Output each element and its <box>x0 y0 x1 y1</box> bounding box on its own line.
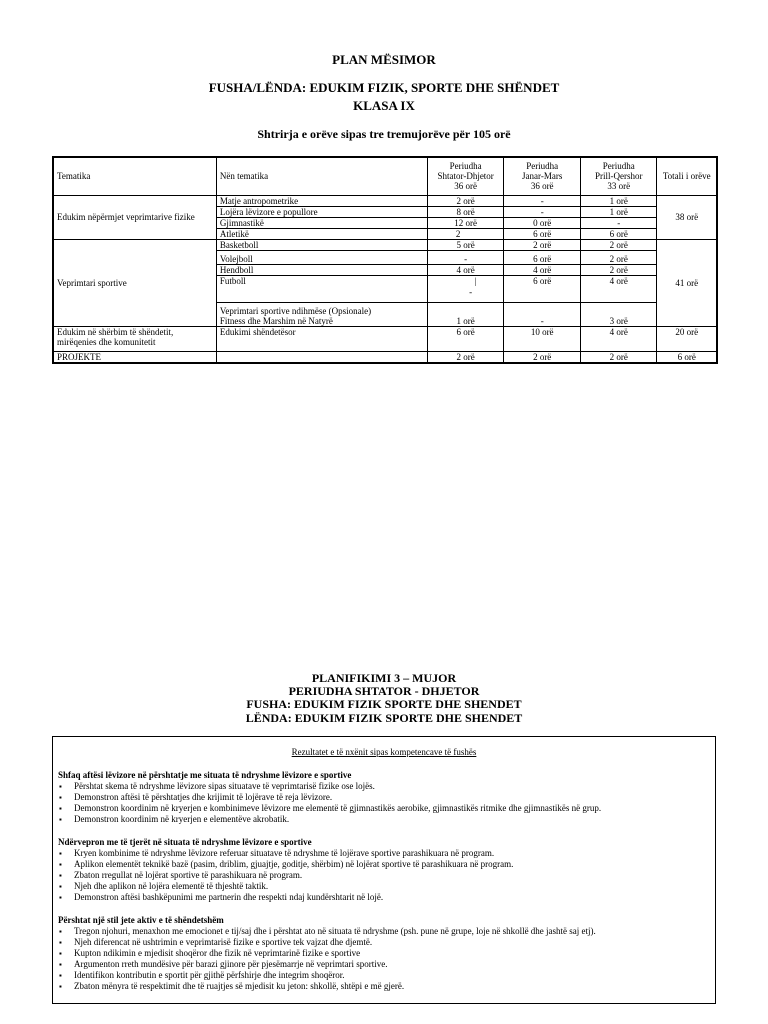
header-period-2-line: Janar-Mars <box>522 171 563 182</box>
hours-cell: 6 orë <box>504 228 581 239</box>
subtopic-cell: Edukimi shëndetësor <box>216 326 427 351</box>
hours-cell: 2 orë <box>427 195 504 206</box>
hours-cell: 4 orë <box>580 326 657 351</box>
table-row <box>53 239 717 250</box>
hours-cell: 2 orë <box>580 351 657 363</box>
hours-cell: 10 orë <box>504 326 581 351</box>
list-item: ▪ Demonstron aftësi bashkëpunimi me partnerin dhe respekti ndaj kundërshtarit në lojë. <box>74 892 715 903</box>
section-heading: Shfaq aftësi lëvizore në përshtatje me situata të ndryshme lëvizore e sportive <box>58 770 352 780</box>
section-heading: Ndërvepron me të tjerët në situata të ndryshme lëvizore e sportive <box>58 837 312 847</box>
hours-cell: 2 orë <box>580 264 657 275</box>
hours-cell: - <box>427 250 504 264</box>
hours-cell: 1 orë <box>427 302 504 326</box>
table-header-row <box>53 157 717 195</box>
total-cell: 20 orë <box>657 326 717 351</box>
plan-title: PLANIFIKIMI 3 – MUJOR <box>311 671 457 685</box>
hours-cell: 6 orë <box>504 275 581 302</box>
list-item: ▪ Argumenton rreth mundësive për barazi gjinore për pjesëmarrje në veprimtari sportive. <box>74 959 715 970</box>
header-period-3 <box>580 157 657 195</box>
hours-cell: 0 orë <box>504 217 581 228</box>
list-item: ▪ Kupton ndikimin e mjedisit shoqëror dhe fizik në veprimtarinë fizike e sportive <box>74 948 715 959</box>
hours-mark: | <box>474 275 477 286</box>
hours-cell: 6 orë <box>580 228 657 239</box>
subtopic-cell: Matje antropometrike <box>216 195 427 206</box>
list-item: ▪ Identifikon kontributin e sportit për gjithë përfshirje dhe integrim shoqëror. <box>74 970 715 981</box>
list-item: ▪ Kryen kombinime të ndryshme lëvizore referuar situatave të ndryshme të lojërave sportive parashikuara në program. <box>74 848 715 859</box>
list-item: ▪ Njeh diferencat në ushtrimin e veprimtarisë fizike e sportive tek vajzat dhe djemtë. <box>74 937 715 948</box>
hours-cell: 5 orë <box>427 239 504 250</box>
list-item: ▪ Përshtat skema të ndryshme lëvizore sipas situatave të veprimtarisë fizike ose lojës. <box>74 781 715 792</box>
subtopic-line: Veprimtari sportive ndihmëse (Opsionale) <box>219 305 372 316</box>
list-item: ▪ Aplikon elementët teknikë bazë (pasim, driblim, gjuajtje, goditje, shërbim) në lojërat sportive të parashikuara në program. <box>74 859 715 870</box>
subtopic-cell: Basketboll <box>216 239 427 250</box>
header-period-2 <box>504 157 581 195</box>
table-row <box>53 195 717 206</box>
hours-cell: 8 orë <box>427 206 504 217</box>
list-item: ▪ Zbaton mënyra të respektimit dhe të ruajtjes së mjedisit ku jeton: shkollë, shtëpi e më gjerë. <box>74 981 715 992</box>
outcomes-title: Rezultatet e të nxënit sipas kompetencave të fushës <box>291 747 477 757</box>
header-period-3-line: Prill-Qershor <box>594 171 643 182</box>
outcomes-list <box>53 781 715 825</box>
subject-heading: FUSHA/LËNDA: EDUKIM FIZIK, SPORTE DHE SHËNDET <box>208 80 560 95</box>
hours-cell: 2 <box>427 228 504 239</box>
header-period-1-line: Periudha <box>449 161 482 172</box>
table-row <box>53 326 717 351</box>
total-cell: 38 orë <box>657 195 717 239</box>
hours-mark: - <box>469 286 473 297</box>
header-period-2-line: 36 orë <box>530 181 554 192</box>
hours-cell: 4 orë <box>504 264 581 275</box>
list-item: ▪ Tregon njohuri, menaxhon me emocionet e tij/saj dhe i përshtat ato në situata të ndryshme (psh. pune në grupe, loje në shkollë dhe jashtë saj etj). <box>74 926 715 937</box>
hours-cell: - <box>504 206 581 217</box>
outcomes-list <box>53 848 715 903</box>
hours-cell: - <box>580 217 657 228</box>
hours-cell: 6 orë <box>427 326 504 351</box>
subtopic-cell: Futboll <box>216 275 427 302</box>
header-period-3-line: 33 orë <box>607 181 631 192</box>
hours-cell: 2 orë <box>504 239 581 250</box>
hours-cell <box>427 275 504 302</box>
hours-cell: 6 orë <box>504 250 581 264</box>
subtopic-cell: Lojëra lëvizore e popullore <box>216 206 427 217</box>
hours-cell: 1 orë <box>580 195 657 206</box>
list-item: ▪ Zbaton rregullat në lojërat sportive të parashikuara në program. <box>74 870 715 881</box>
header-nen-tematika: Nën tematika <box>216 157 427 195</box>
tematika-cell: Edukim në shërbim të shëndetit, mirëqenies dhe komunitetit <box>53 326 216 351</box>
list-item: ▪ Demonstron koordinim në kryerjen e kombinimeve lëvizore me elementë të gjimnastikës aerobike, gjimnastikës ritmike dhe gjimnastikës në grup. <box>74 803 715 814</box>
class-heading: KLASA IX <box>353 98 415 113</box>
plan-field: FUSHA: EDUKIM FIZIK SPORTE DHE SHENDET <box>246 697 522 711</box>
list-item: ▪ Demonstron koordinim në kryerjen e elementëve akrobatik. <box>74 814 715 825</box>
subtopic-cell: Volejboll <box>216 250 427 264</box>
subtopic-line: Fitness dhe Marshim në Natyrë <box>219 315 333 326</box>
subtopic-cell: Gjimnastikë <box>216 217 427 228</box>
subtopic-cell <box>216 302 427 326</box>
hours-cell: 4 orë <box>580 275 657 302</box>
hours-cell: 2 orë <box>580 250 657 264</box>
header-period-1 <box>427 157 504 195</box>
document-title: PLAN MËSIMOR <box>332 52 436 67</box>
hours-cell: - <box>504 302 581 326</box>
list-item: ▪ Njeh dhe aplikon në lojëra elementë të thjeshtë taktik. <box>74 881 715 892</box>
header-tematika: Tematika <box>53 157 216 195</box>
header-period-1-line: Shtator-Dhjetor <box>437 171 494 182</box>
hours-cell: 3 orë <box>580 302 657 326</box>
outcomes-list <box>53 926 715 992</box>
subtopic-cell: Hendboll <box>216 264 427 275</box>
subtopic-cell <box>216 351 427 363</box>
tematika-cell: Edukim nëpërmjet veprimtarive fizike <box>53 195 216 239</box>
learning-outcomes-box <box>52 736 716 1004</box>
table-row <box>53 351 717 363</box>
subtopic-cell: Atletikë <box>216 228 427 239</box>
header-period-3-line: Periudha <box>602 161 635 172</box>
plan-period: PERIUDHA SHTATOR - DHJETOR <box>288 684 480 698</box>
header-period-1-line: 36 orë <box>454 181 478 192</box>
hours-cell: - <box>504 195 581 206</box>
plan-subject: LËNDA: EDUKIM FIZIK SPORTE DHE SHENDET <box>245 711 523 725</box>
total-cell: 6 orë <box>657 351 717 363</box>
total-cell: 41 orë <box>657 239 717 326</box>
hours-cell: 12 orë <box>427 217 504 228</box>
hours-cell: 2 orë <box>580 239 657 250</box>
section-heading: Përshtat një stil jete aktiv e të shëndetshëm <box>58 915 224 925</box>
header-period-2-line: Periudha <box>526 161 559 172</box>
hours-cell: 2 orë <box>504 351 581 363</box>
hours-cell: 4 orë <box>427 264 504 275</box>
distribution-heading: Shtrirja e orëve sipas tre tremujorëve për 105 orë <box>257 127 511 141</box>
header-total: Totali i orëve <box>657 157 717 195</box>
tematika-cell: Veprimtari sportive <box>53 239 216 326</box>
list-item: ▪ Demonstron aftësi të përshtatjes dhe krijimit të lojërave të reja lëvizore. <box>74 792 715 803</box>
hours-cell: 2 orë <box>427 351 504 363</box>
tematika-cell: PROJEKTE <box>53 351 216 363</box>
hours-cell: 1 orë <box>580 206 657 217</box>
hours-table <box>52 156 718 364</box>
